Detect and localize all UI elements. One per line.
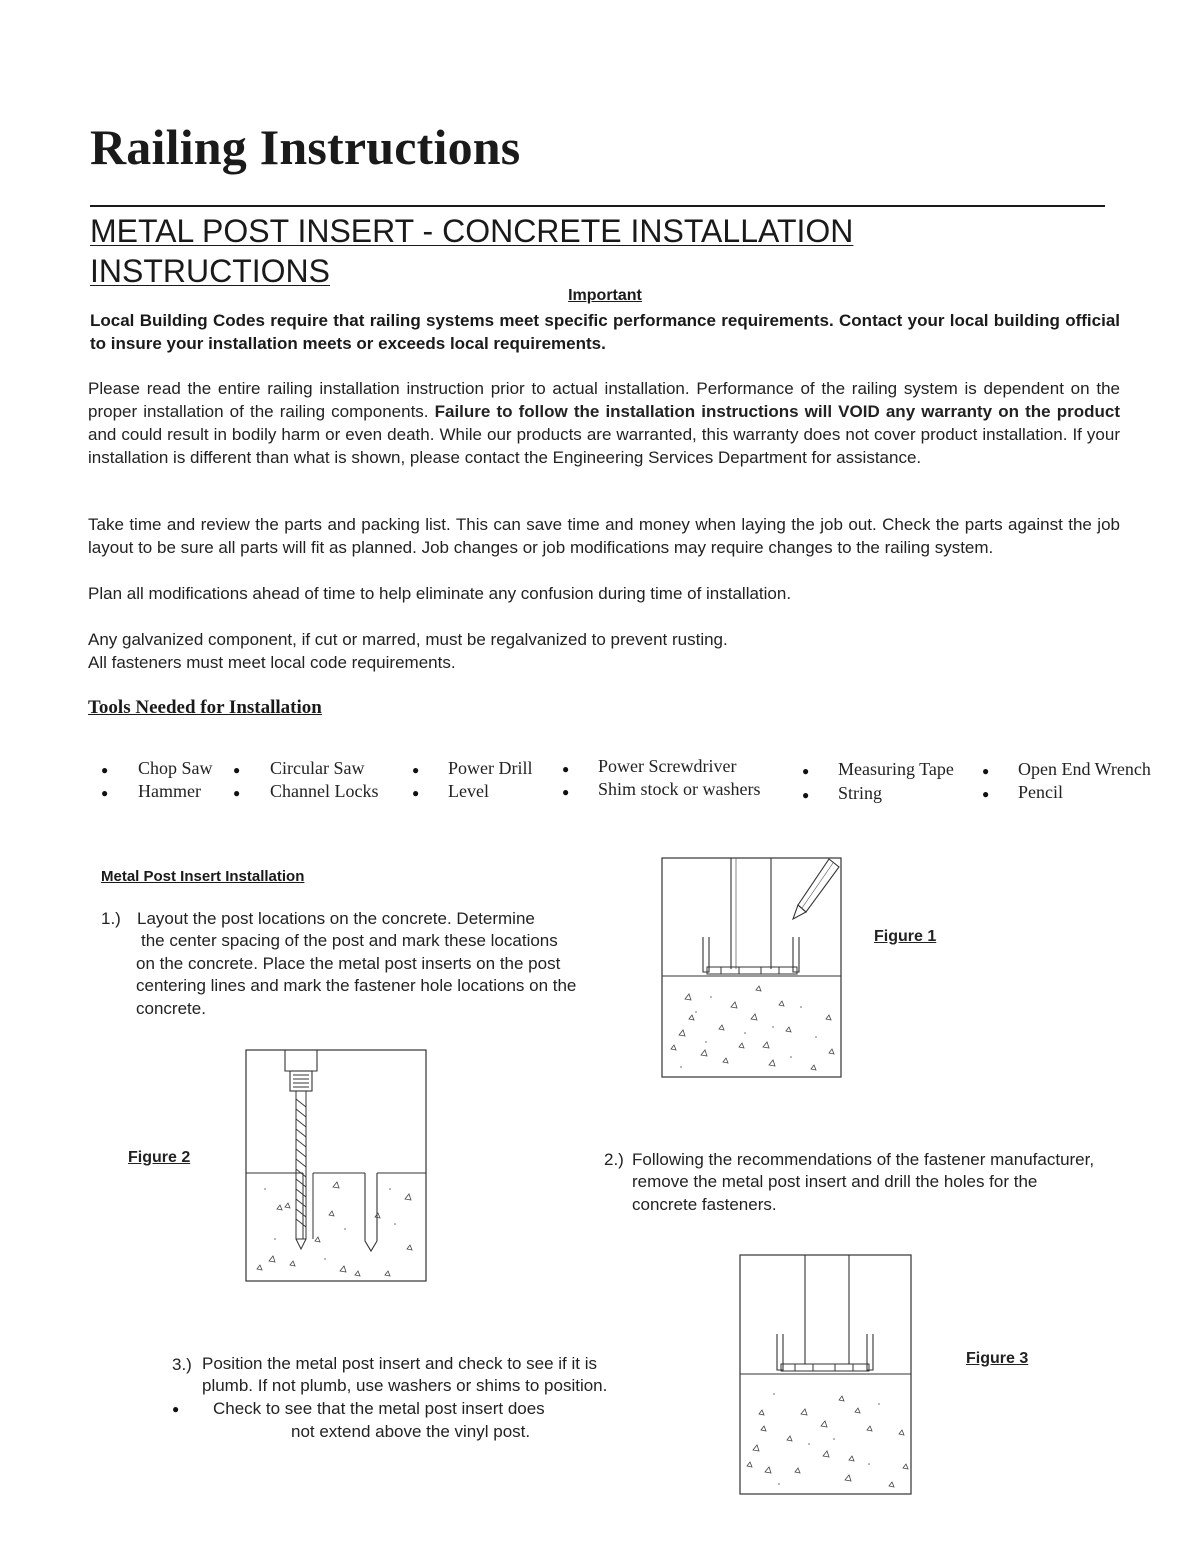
- step-3-line: plumb. If not plumb, use washers or shims to position.: [202, 1376, 608, 1395]
- bullet-icon: ●: [982, 764, 990, 778]
- figure-3-label: Figure 3: [966, 1350, 1029, 1367]
- step-1-line: concrete.: [136, 999, 206, 1018]
- figure-2-diagram: [245, 1049, 427, 1283]
- concrete-speckles: [264, 1188, 396, 1260]
- concrete-aggregate: [257, 1182, 412, 1276]
- galvanized-note: Any galvanized component, if cut or marred, must be regalvanized to prevent rusting.: [88, 630, 728, 649]
- tool-item: Open End Wrench: [1018, 759, 1151, 779]
- fasteners-note: All fasteners must meet local code requirements.: [88, 653, 456, 672]
- figure-3-diagram: [739, 1254, 912, 1495]
- tool-item: Level: [448, 781, 489, 801]
- step-1-line: Layout the post locations on the concrete. Determine: [137, 909, 535, 928]
- tool-item: Chop Saw: [138, 758, 213, 778]
- step-2-line: remove the metal post insert and drill the holes for the: [632, 1172, 1038, 1191]
- concrete-aggregate: [747, 1396, 908, 1487]
- tool-item: Shim stock or washers: [598, 779, 761, 799]
- important-label: Important: [568, 287, 642, 304]
- tool-item: Power Drill: [448, 758, 533, 778]
- bullet-icon: ●: [172, 1402, 180, 1416]
- intro-text-part2: and could result in bodily harm or even death. While our products are warranted, this warranty does not cover product installation. If your installation is different than what is shown, please contact the Engineering Services Department for assistance.: [88, 425, 1120, 467]
- figure-2-label: Figure 2: [128, 1149, 191, 1166]
- step-2-line: Following the recommendations of the fastener manufacturer,: [632, 1150, 1095, 1169]
- installation-heading: Metal Post Insert Installation: [101, 868, 305, 885]
- step-1-line: centering lines and mark the fastener hole locations on the: [136, 976, 577, 995]
- tool-item: String: [838, 783, 883, 803]
- figure-1-diagram: [661, 857, 842, 1079]
- tool-item: Circular Saw: [270, 758, 365, 778]
- document-title: Railing Instructions: [90, 119, 521, 175]
- step-3-bullet-line: Check to see that the metal post insert does: [213, 1399, 545, 1418]
- intro-text-part1: Please read the entire railing installation instruction prior to actual installation. Performance of the railing system is dependent on the proper installation of the railing components.: [88, 379, 1120, 421]
- section-heading: METAL POST INSERT - CONCRETE INSTALLATION INSTRUCTIONS: [90, 213, 854, 289]
- concrete-speckles: [773, 1393, 880, 1485]
- bullet-icon: ●: [233, 786, 241, 800]
- bullet-icon: ●: [562, 762, 570, 776]
- intro-paragraph: [88, 377, 1120, 469]
- step-3-line: Position the metal post insert and check to see if it is: [202, 1354, 597, 1373]
- bullet-icon: ●: [101, 786, 109, 800]
- title-divider: [90, 205, 1105, 207]
- step-2-line: concrete fasteners.: [632, 1195, 777, 1214]
- bullet-icon: ●: [233, 763, 241, 777]
- bullet-icon: ●: [982, 787, 990, 801]
- drill-icon: [285, 1050, 317, 1249]
- concrete-aggregate: [671, 986, 834, 1070]
- tool-item: Power Screwdriver: [598, 756, 737, 776]
- tool-item: Measuring Tape: [838, 759, 954, 779]
- tool-item: Channel Locks: [270, 781, 379, 801]
- step-number: 1.): [101, 909, 121, 928]
- warranty-warning: Failure to follow the installation instructions will VOID any warranty on the product: [434, 402, 1120, 421]
- tools-heading: Tools Needed for Installation: [88, 697, 322, 718]
- step-number: 3.): [172, 1355, 192, 1374]
- parts-review-paragraph: Take time and review the parts and packing list. This can save time and money when laying the job out. Check the parts against the job layout to be sure all parts will fit as planned. Job changes or job modifications may require changes to the railing system.: [88, 515, 1120, 557]
- bullet-icon: ●: [562, 785, 570, 799]
- step-number: 2.): [604, 1150, 624, 1169]
- building-codes-note: Local Building Codes require that railing systems meet specific performance requirements. Contact your local building official to insure your installation meets or exceeds local requirements.: [90, 311, 1120, 353]
- step-1-line: on the concrete. Place the metal post inserts on the post: [136, 954, 561, 973]
- bullet-icon: ●: [412, 763, 420, 777]
- figure-1-label: Figure 1: [874, 928, 937, 945]
- pencil-icon: [793, 859, 839, 919]
- bullet-icon: ●: [412, 786, 420, 800]
- bullet-icon: ●: [802, 764, 810, 778]
- concrete-speckles: [680, 996, 817, 1068]
- bullet-icon: ●: [101, 763, 109, 777]
- step-3-bullet-line: not extend above the vinyl post.: [291, 1422, 531, 1441]
- plan-modifications-paragraph: Plan all modifications ahead of time to help eliminate any confusion during time of installation.: [88, 584, 792, 603]
- step-1-line: the center spacing of the post and mark these locations: [141, 931, 558, 950]
- tool-item: Pencil: [1018, 782, 1063, 802]
- tool-item: Hammer: [138, 781, 201, 801]
- bullet-icon: ●: [802, 788, 810, 802]
